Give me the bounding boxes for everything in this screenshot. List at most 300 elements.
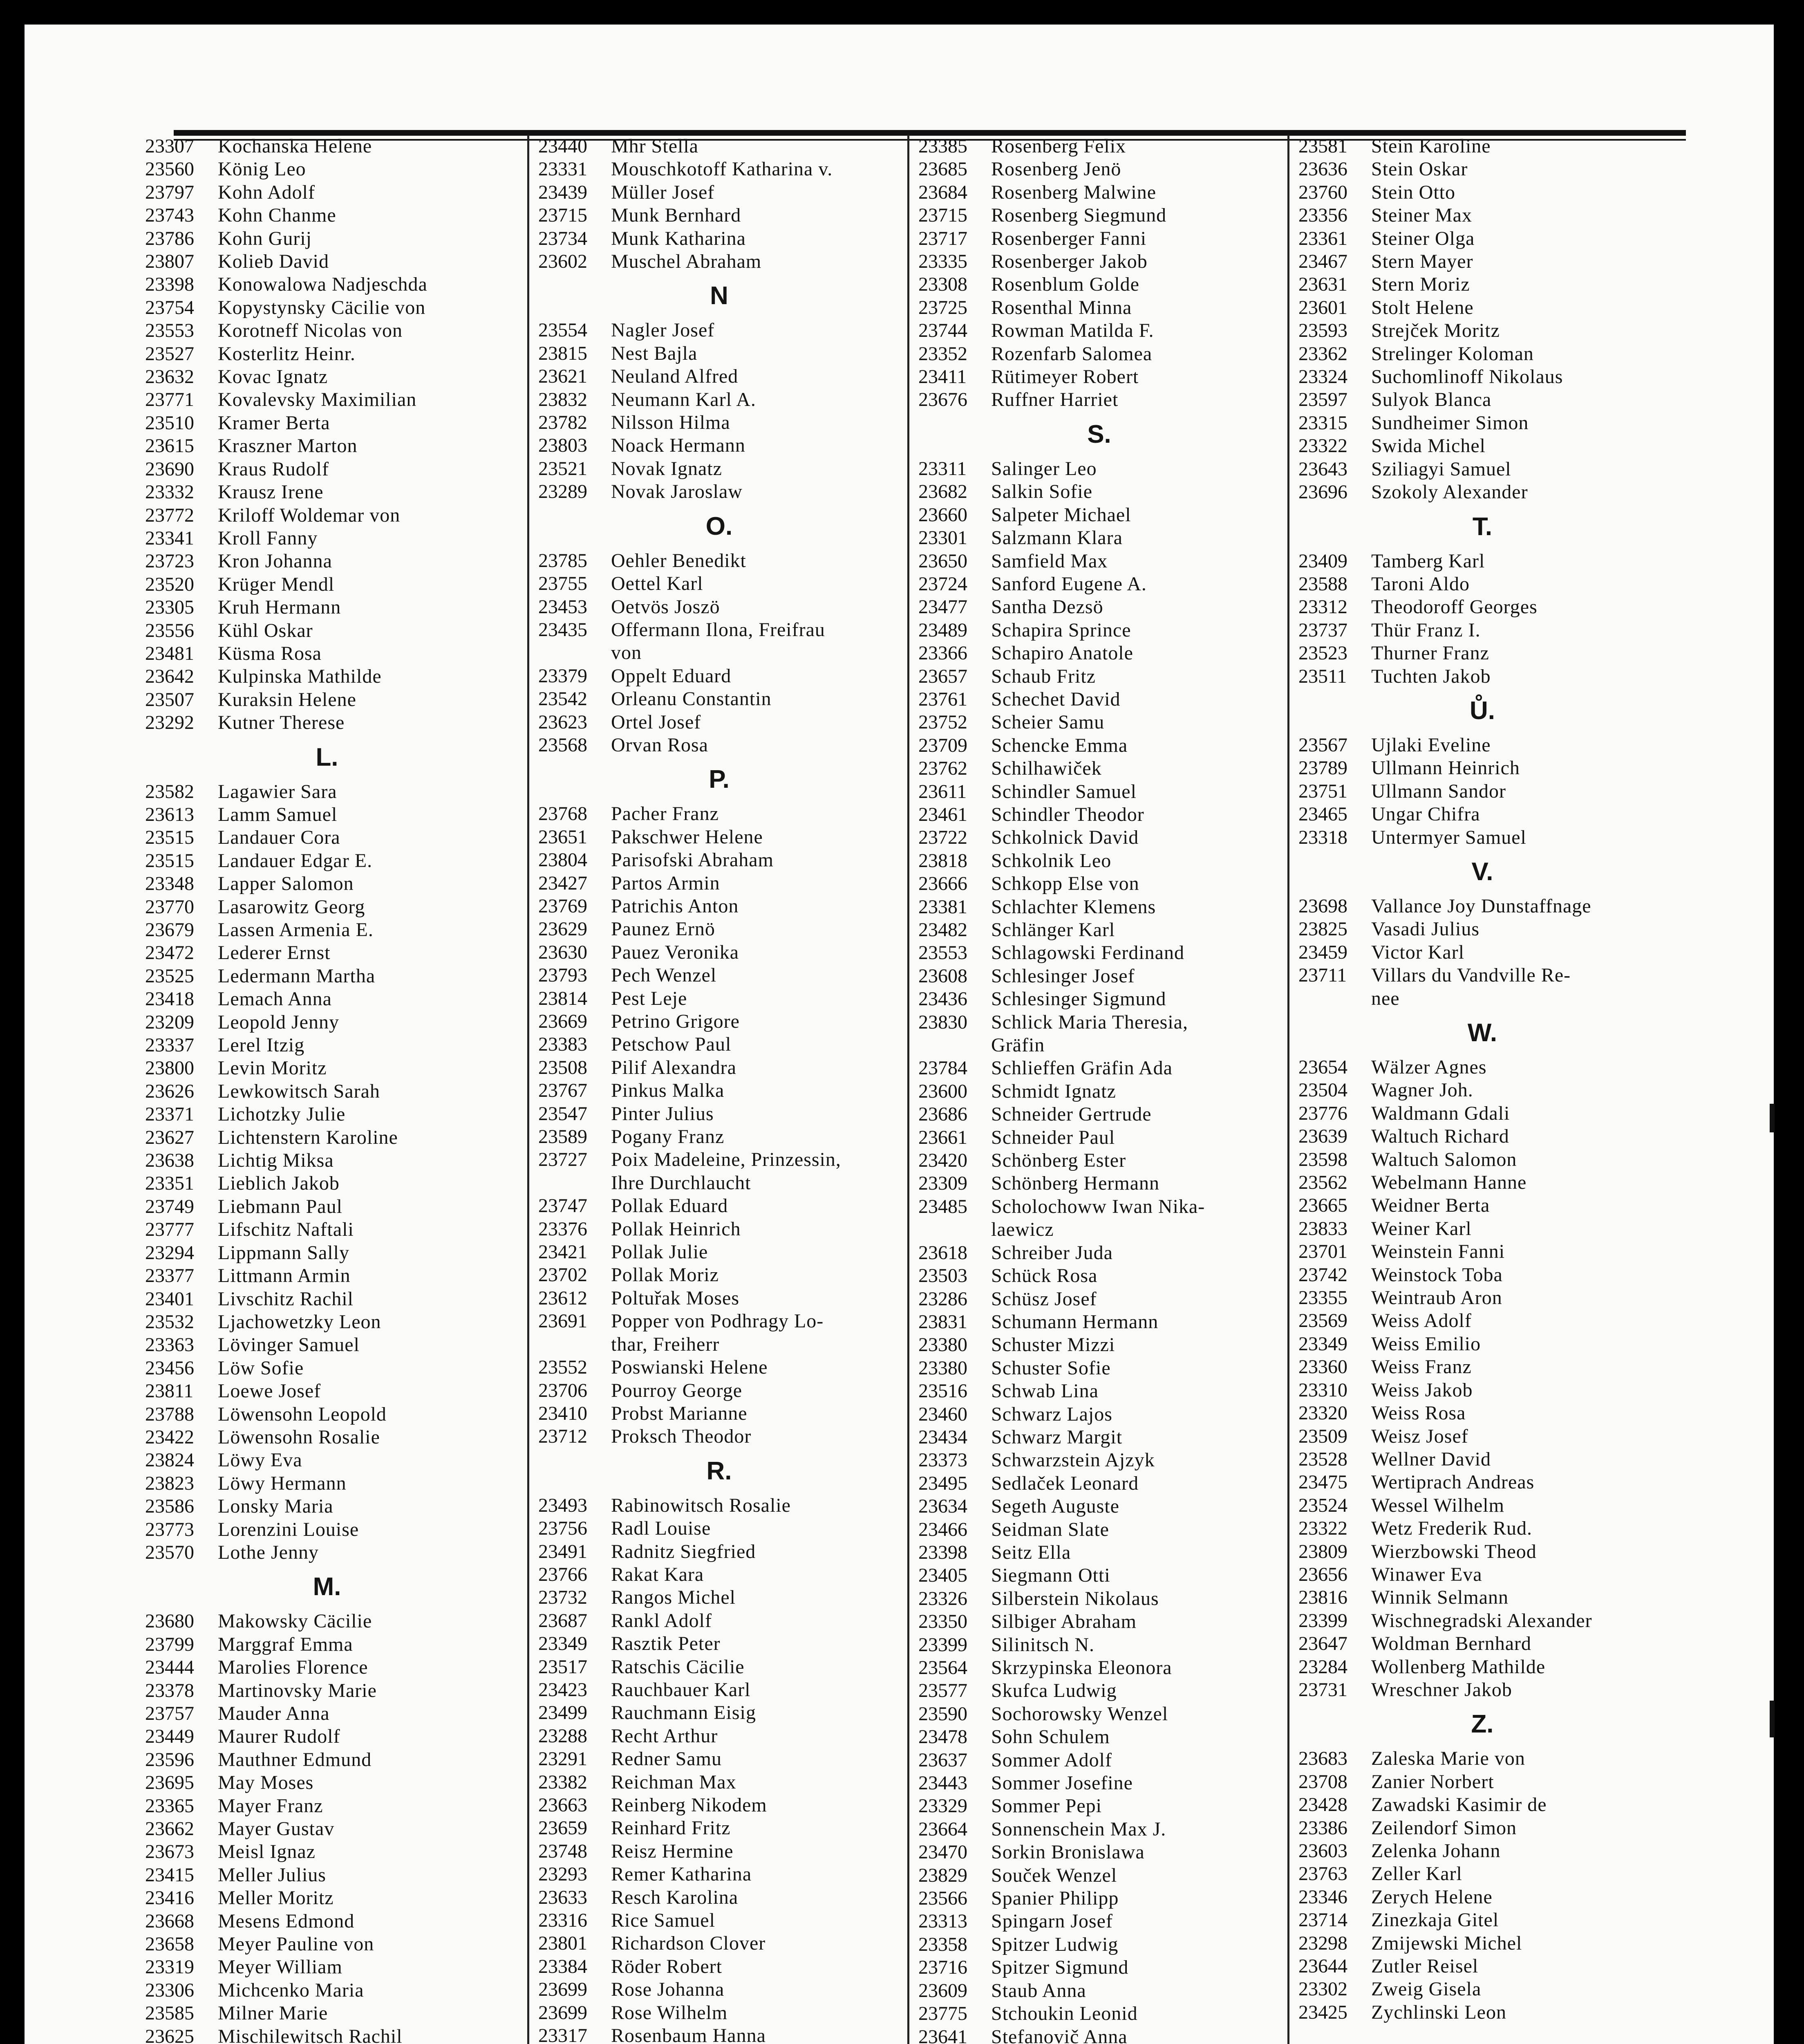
entry-name: Rangos Michel [611,1587,736,1609]
entry-name: Strelinger Koloman [1371,343,1534,365]
list-item [1298,365,1666,388]
entry-number: 23711 [1298,964,1347,986]
entry-number: 23662 [145,1818,194,1840]
list-item [918,1541,1280,1564]
entry-name: Rosenberg Jenö [991,158,1121,180]
entry-name: Ledermann Martha [218,965,376,987]
entry-number: 23650 [918,550,967,572]
entry-number: 23319 [145,1956,194,1978]
entry-name: Poix Madeleine, Prinzessin, [611,1149,841,1171]
list-item [145,1748,509,1771]
entry-name: Wälzer Agnes [1371,1056,1487,1078]
list-item [145,988,509,1011]
entry-name: Lewkowitsch Sarah [218,1080,380,1102]
entry-name: Schapiro Anatole [991,642,1133,664]
entry-name: Kraszner Marton [218,435,358,457]
list-item [145,803,509,826]
list-item [918,1126,1280,1149]
entry-number: 23618 [918,1242,967,1264]
entry-name: Wessel Wilhelm [1371,1494,1504,1516]
entry-number: 23585 [145,2002,194,2024]
entry-number: 23348 [145,873,194,895]
list-item [538,2024,900,2044]
list-item [918,941,1280,964]
entry-number: 23626 [145,1080,194,1102]
entry-name: Stein Oskar [1371,158,1468,180]
entry-number: 23521 [538,457,587,480]
entry-name: Rosenberger Jakob [991,251,1148,273]
section-letter-heading: V. [1471,857,1493,886]
list-item [918,919,1280,941]
entry-number: 23782 [538,412,587,434]
entry-name: Stein Otto [1371,181,1456,203]
entry-number: 23597 [1298,389,1347,411]
entry-number: 23485 [918,1195,967,1217]
entry-number: 23351 [145,1172,194,1195]
list-item [1298,1379,1666,1402]
entry-name-continuation: von [611,642,642,664]
entry-number: 23489 [918,619,967,641]
list-item [538,227,900,250]
entry-number: 23811 [145,1380,194,1402]
list-item [1298,1079,1666,1102]
entry-name: Weiss Franz [1371,1356,1472,1378]
list-item [918,1910,1280,1933]
entry-name: Rosenblum Golde [991,273,1139,296]
list-item [538,1932,900,1955]
entry-name: Weintraub Aron [1371,1287,1502,1309]
list-item [145,135,509,158]
entry-number: 23520 [145,573,194,595]
list-item [918,1472,1280,1495]
entry-name: Weiss Adolf [1371,1310,1472,1332]
entry-number: 23284 [1298,1656,1347,1678]
list-item [538,1978,900,2001]
list-item [918,1172,1280,1195]
entry-number: 23714 [1298,1909,1347,1931]
entry-number: 23642 [145,666,194,688]
entry-name: Orleanu Constantin [611,688,772,710]
entry-number: 23358 [918,1933,967,1955]
entry-number: 23654 [1298,1056,1347,1078]
entry-number: 23708 [1298,1771,1347,1793]
entry-number: 23568 [538,734,587,756]
entry-name: Zmijewski Michel [1371,1932,1522,1954]
list-item [918,965,1280,988]
entry-name: Schmidt Ignatz [991,1080,1116,1102]
list-item [145,204,509,227]
entry-name: Sommer Pepi [991,1795,1102,1817]
entry-number: 23615 [145,435,194,457]
list-item [1298,1402,1666,1425]
entry-name: Schreiber Juda [991,1242,1113,1264]
list-item [1298,918,1666,941]
entry-name: König Leo [218,158,306,180]
list-item [145,1887,509,1910]
entry-name: Schwab Lina [991,1380,1099,1402]
entry-name: Weinstein Fanni [1371,1241,1505,1263]
entry-number: 23422 [145,1426,194,1448]
list-item [538,1379,900,1402]
list-item [1298,158,1666,181]
entry-number: 23669 [538,1011,587,1032]
list-item [538,1771,900,1794]
entry-name: Sorkin Bronislawa [991,1841,1145,1863]
list-item [918,158,1280,181]
list-item [145,642,509,665]
list-item [918,204,1280,227]
list-item [145,1541,509,1564]
entry-number: 23377 [145,1265,194,1287]
entry-number: 23556 [145,619,194,641]
list-item [918,988,1280,1011]
entry-number: 23553 [145,320,194,342]
entry-number: 23346 [1298,1886,1347,1908]
entry-number: 23800 [145,1057,194,1079]
entry-name: Sziliagyi Samuel [1371,458,1511,480]
section-letter-heading: R. [706,1457,732,1485]
list-item [1298,1817,1666,1840]
entry-number: 23631 [1298,273,1347,296]
entry-number: 23352 [918,343,967,365]
entry-name: Mhr Stella [611,135,698,157]
entry-name: Sohn Schulem [991,1726,1110,1748]
list-item [918,711,1280,734]
entry-number: 23809 [1298,1540,1347,1562]
entry-number: 23399 [1298,1609,1347,1632]
entry-number: 23687 [538,1609,587,1632]
entry-name: Schindler Samuel [991,780,1137,802]
list-item [918,1656,1280,1679]
list-item [538,1817,900,1840]
list-item [1298,1286,1666,1309]
list-item [918,1564,1280,1587]
entry-number: 23743 [145,204,194,226]
list-item [538,1909,900,1932]
list-item [918,1634,1280,1656]
entry-name: Konowalowa Nadjeschda [218,273,427,296]
entry-name: Rice Samuel [611,1910,715,1932]
list-item [1298,1656,1666,1679]
entry-name: Winawer Eva [1371,1563,1482,1585]
entry-name: Wagner Joh. [1371,1079,1473,1101]
list-item [1298,1540,1666,1563]
entry-number: 23418 [145,988,194,1010]
entry-number: 23317 [538,2025,587,2044]
entry-name: Kosterlitz Heinr. [218,343,356,365]
list-item [538,1586,900,1609]
list-item [145,826,509,849]
entry-number: 23379 [538,665,587,687]
entry-number: 23532 [145,1311,194,1333]
list-item [1298,1217,1666,1240]
list-item [1298,550,1666,573]
list-item [538,1287,900,1310]
entry-name: Proksch Theodor [611,1425,752,1448]
entry-name: Skufca Ludwig [991,1680,1117,1702]
list-item [538,365,900,388]
entry-number: 23360 [1298,1356,1347,1378]
entry-number: 23609 [918,1979,967,2001]
entry-name: Skrzypinska Eleonora [991,1657,1172,1679]
entry-number: 23305 [145,596,194,619]
list-item [1298,1333,1666,1356]
entry-number: 23656 [1298,1563,1347,1585]
list-item [1298,1747,1666,1770]
entry-name: Zawadski Kasimir de [1371,1794,1547,1816]
entry-number: 23385 [918,135,967,157]
entry-name: Pech Wenzel [611,964,717,986]
list-item [918,1264,1280,1287]
entry-number: 23302 [1298,1978,1347,2000]
entry-number: 23776 [1298,1102,1347,1124]
entry-name: Silinitsch N. [991,1634,1095,1656]
entry-number: 23611 [918,780,967,802]
entry-number: 23495 [918,1472,967,1494]
entry-name: Lövinger Samuel [218,1334,360,1356]
list-item [918,665,1280,688]
entry-number: 23401 [145,1288,194,1310]
entry-name: Reinhard Fritz [611,1817,731,1839]
list-item [918,480,1280,503]
list-item [918,573,1280,596]
entry-name: Munk Bernhard [611,204,741,226]
list-item [1298,1632,1666,1655]
entry-name-continuation: Gräfin [991,1034,1045,1056]
entry-name: Mouschkotoff Katharina v. [611,158,833,180]
entry-number: 23699 [538,2001,587,2024]
list-item [145,1472,509,1495]
list-item [145,1288,509,1311]
entry-number: 23332 [145,481,194,503]
entry-number: 23443 [918,1772,967,1794]
entry-number: 23435 [538,619,587,641]
entry-name: Kopystynsky Cäcilie von [218,296,426,318]
entry-name: Rakat Kara [611,1563,704,1585]
entry-number: 23564 [918,1657,967,1679]
entry-name: Scheier Samu [991,711,1105,733]
entry-name: Orvan Rosa [611,734,708,756]
entry-number: 23312 [1298,596,1347,618]
entry-name: Schüsz Josef [991,1288,1097,1310]
entry-name: Maurer Rudolf [218,1726,340,1748]
entry-number: 23324 [1298,366,1347,388]
entry-number: 23825 [1298,918,1347,940]
entry-name: Rosenberger Fanni [991,227,1147,249]
entry-number: 23440 [538,135,587,157]
list-item [918,1887,1280,1910]
entry-number: 23434 [918,1426,967,1448]
entry-name: Kohn Gurij [218,227,312,249]
list-item [538,964,900,987]
entry-number: 23769 [538,895,587,917]
entry-number: 23665 [1298,1195,1347,1217]
entry-name: Kramer Berta [218,412,330,434]
entry-name: Salpeter Michael [991,504,1131,526]
entry-name: Oetvös Joszö [611,596,720,618]
entry-number: 23596 [145,1748,194,1771]
list-item [145,250,509,273]
list-item [145,1149,509,1172]
entry-number: 23832 [538,388,587,410]
list-item [538,1241,900,1264]
entry-name: Zaleska Marie von [1371,1748,1525,1770]
list-item [918,1288,1280,1311]
list-item [918,343,1280,365]
entry-number: 23641 [918,2026,967,2044]
entry-name: Novak Ignatz [611,457,722,480]
entry-number: 23731 [1298,1679,1347,1701]
list-item [1298,1471,1666,1494]
entry-name: Swida Michel [1371,435,1486,457]
entry-name: Richardson Clover [611,1932,766,1954]
entry-name: Schkolnik Leo [991,849,1112,872]
entry-name: Rosenberg Felix [991,135,1126,157]
list-item [538,872,900,895]
entry-number: 23663 [538,1794,587,1816]
list-item [145,619,509,642]
entry-number: 23405 [918,1564,967,1587]
entry-name-continuation: laewicz [991,1219,1054,1241]
entry-number: 23384 [538,1955,587,1977]
entry-number: 23322 [1298,435,1347,457]
entry-name: Ullmann Sandor [1371,780,1506,802]
entry-number: 23322 [1298,1517,1347,1540]
entry-number: 23725 [918,296,967,318]
entry-number: 23366 [918,642,967,664]
entry-number: 23601 [1298,296,1347,318]
entry-name: Taroni Aldo [1371,573,1470,595]
entry-name: Kron Johanna [218,550,332,572]
entry-name: Zelenka Johann [1371,1840,1501,1862]
entry-name: Silbiger Abraham [991,1611,1137,1633]
list-item [145,872,509,895]
list-item [1298,1609,1666,1632]
entry-name-continuation: nee [1371,987,1400,1009]
entry-name: Villars du Vandville Re- [1371,964,1571,986]
section-letter-heading: S. [1087,420,1111,448]
list-item [918,1864,1280,1887]
section-letter-heading: Z. [1471,1710,1494,1739]
entry-name: Poltuřak Moses [611,1287,739,1309]
list-item [538,434,900,457]
list-item [538,1609,900,1632]
list-item [918,319,1280,342]
list-item [1298,1125,1666,1148]
entry-name: Waldmann Gdali [1371,1102,1510,1124]
entry-name: Pollak Moriz [611,1264,719,1286]
entry-name: Winnik Selmann [1371,1587,1509,1609]
entry-name: Zerych Helene [1371,1886,1493,1908]
entry-number: 23515 [145,827,194,849]
entry-number: 23516 [918,1380,967,1402]
entry-name: Krausz Irene [218,481,324,503]
entry-number: 23308 [918,273,967,296]
list-item [145,158,509,181]
entry-name: Reisz Hermine [611,1840,734,1862]
entry-name: Paunez Ernö [611,918,715,940]
entry-name: Siegmann Otti [991,1564,1110,1587]
entry-name: Wierzbowski Theod [1371,1540,1537,1562]
entry-number: 23411 [918,366,967,388]
list-item [145,965,509,988]
entry-number: 23651 [538,826,587,848]
entry-name: Lederer Ernst [218,942,331,964]
entry-name: Vallance Joy Dunstaffnage [1371,895,1591,917]
list-item [538,1356,900,1379]
entry-name: Kulpinska Mathilde [218,666,382,688]
entry-name: Lothe Jenny [218,1541,319,1563]
list-item [145,435,509,457]
entry-number: 23331 [538,158,587,180]
entry-number: 23684 [918,181,967,203]
list-item [145,2025,509,2044]
entry-name: Zeller Karl [1371,1863,1462,1885]
entry-name: Lamm Samuel [218,803,338,825]
list-item [145,1357,509,1380]
list-item [1298,941,1666,964]
entry-name: Munk Katharina [611,227,746,249]
entry-number: 23298 [1298,1932,1347,1954]
list-item [538,1425,900,1448]
entry-number: 23600 [918,1080,967,1102]
entry-number: 23668 [145,1910,194,1932]
entry-name: Ljachowetzky Leon [218,1311,381,1333]
entry-number: 23691 [538,1310,587,1332]
entry-number: 23661 [918,1126,967,1148]
entry-number: 23567 [1298,734,1347,756]
entry-number: 23428 [1298,1794,1347,1816]
entry-name: Schlieffen Gräfin Ada [991,1057,1173,1079]
section-letter-heading: N [710,282,728,310]
entry-number: 23356 [1298,204,1347,226]
entry-number: 23380 [918,1357,967,1379]
entry-name: Zanier Norbert [1371,1771,1494,1793]
entry-number: 23466 [918,1518,967,1540]
entry-number: 23747 [538,1195,587,1217]
list-item [145,365,509,388]
list-item [918,1242,1280,1264]
entry-number: 23756 [538,1517,587,1540]
list-item [145,1679,509,1702]
entry-name: Kriloff Woldemar von [218,504,401,526]
list-item [145,527,509,550]
entry-name: Sommer Josefine [991,1772,1133,1794]
list-item [1298,1102,1666,1125]
entry-number: 23637 [918,1749,967,1771]
entry-name: Ratschis Cäcilie [611,1656,745,1678]
list-item [918,1403,1280,1426]
entry-name: Pakschwer Helene [611,826,763,848]
entry-name: Kraus Rudolf [218,458,329,480]
entry-number: 23493 [538,1494,587,1516]
list-item [145,1403,509,1426]
entry-name: Mischilewitsch Rachil [218,2025,403,2044]
list-item [538,1010,900,1033]
entry-name: Schkopp Else von [991,873,1139,895]
list-item [1298,1978,1666,2001]
entry-name: Reinberg Nikodem [611,1794,767,1816]
list-item [145,1633,509,1656]
list-item [145,1011,509,1034]
entry-name: Muschel Abraham [611,251,762,273]
list-item [538,1195,900,1217]
list-item [538,411,900,434]
entry-number: 23629 [538,918,587,940]
list-item [538,1517,900,1540]
entry-number: 23593 [1298,320,1347,342]
entry-number: 23696 [1298,481,1347,503]
